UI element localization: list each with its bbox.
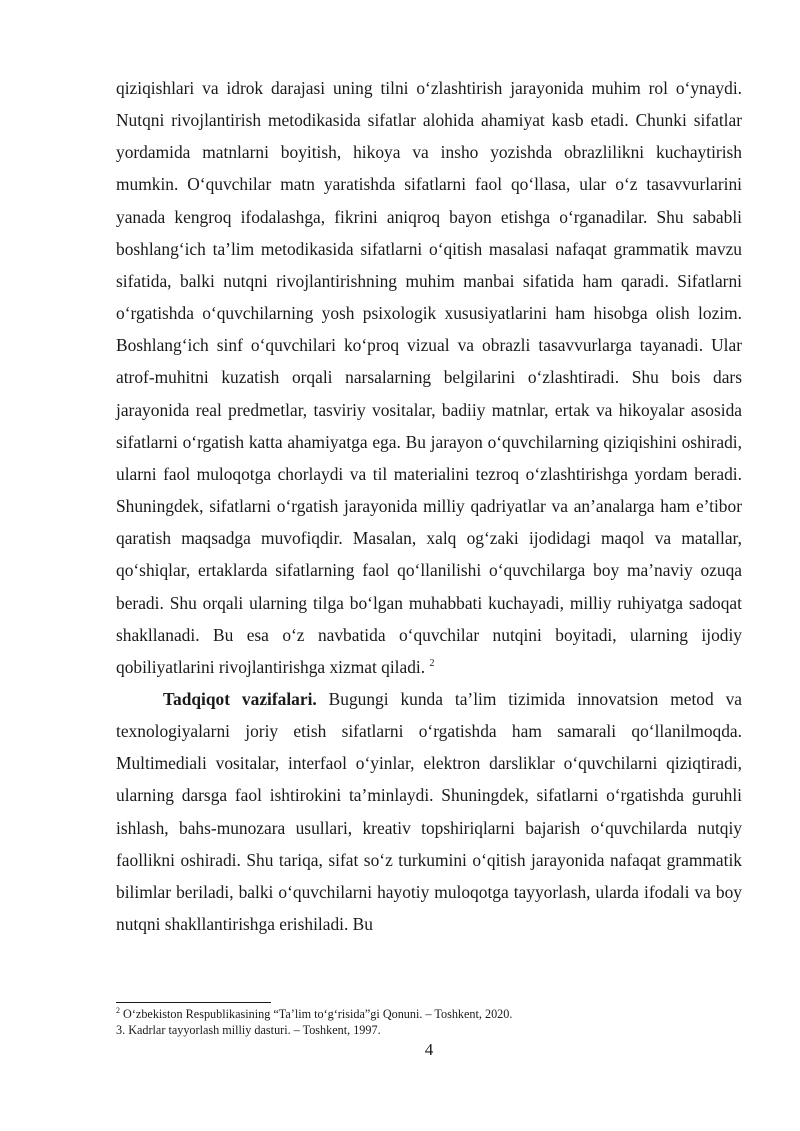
section-heading: Tadqiqot vazifalari.	[163, 688, 317, 709]
paragraph-1-text: qiziqishlari va idrok darajasi uning tilni o‘zlashtirish jarayonida muhim rol o‘ynaydi. Nutqni rivojlantirish metodikasida sifatlar alohida ahamiyat kasb etadi. Chunki sifatlar yordamida matnlarni boyitish, hikoya va insho yozishda obrazlilikni kuchaytirish mumkin. O‘quvchilar matn yaratishda sifatlarni faol qo‘llasa, ular o‘z tasavvurlarini yanada kengroq ifodalashga, fikrini aniqroq bayon etishga o‘rganadilar. Shu sababli boshlang‘ich ta’lim metodikasida sifatlarni o‘qitish masalasi nafaqat grammatik mavzu sifatida, balki nutqni rivojlantirishning muhim manbai sifatida ham qaradi. Sifatlarni o‘rgatishda o‘quvchilarning yosh psixologik xususiyatlarini ham hisobga olish lozim. Boshlang‘ich sinf o‘quvchilari ko‘proq vizual va obrazli tasavvurlarga tayanadi. Ular atrof-muhitni kuzatish orqali narsalarning belgilarini o‘zlashtiradi. Shu bois dars jarayonida real predmetlar, tasviriy vositalar, badiiy matnlar, ertak va hikoyalar asosida sifatlarni o‘rgatish katta ahamiyatga ega. Bu jarayon o‘quvchilarning qiziqishini oshiradi, ularni faol muloqotga chorlaydi va til materialini tezroq o‘zlashtirishga yordam beradi. Shuningdek, sifatlarni o‘rgatish jarayonida milliy qadriyatlar va an’analarga ham e’tibor qaratish maqsadga muvofiqdir. Masalan, xalq og‘zaki ijodidagi maqol va matallar, qo‘shiqlar, ertaklarda sifatlarning faol qo‘llanilishi o‘quvchilarga boy ma’naviy ozuqa beradi. Shu orqali ularning tilga bo‘lgan muhabbati kuchayadi, milliy ruhiyatga sadoqat shakllanadi. Bu esa o‘z navbatida o‘quvchilar nutqini boyitadi, ularning ijodiy qobiliyatlarini rivojlantirishga xizmat qiladi.	[116, 78, 742, 677]
body-text	[116, 72, 742, 940]
footnote-2-text: 3. Kadrlar tayyorlash milliy dasturi. – Toshkent, 1997.	[116, 1023, 381, 1037]
footnote-2	[116, 1022, 742, 1038]
page-number: 4	[424, 1040, 434, 1059]
paragraph-1	[116, 72, 742, 683]
footnotes	[116, 1006, 742, 1038]
footnote-divider	[116, 1002, 271, 1003]
footnote-1	[116, 1006, 742, 1022]
paragraph-2	[116, 683, 742, 940]
footnote-reference: 2	[429, 658, 435, 670]
paragraph-2-text: Bugungi kunda ta’lim tizimida innovatsion metod va texnologiyalarni joriy etish sifatlarni o‘rgatishda ham samarali qo‘llanilmoqda. Multimediali vositalar, interfaol o‘yinlar, elektron darsliklar o‘quvchilarni qiziqtiradi, ularning darsga faol ishtirokini ta’minlaydi. Shuningdek, sifatlarni o‘rgatishda guruhli ishlash, bahs-munozara usullari, kreativ topshiriqlarni bajarish o‘quvchilarda nutqiy faollikni oshiradi. Shu tariqa, sifat so‘z turkumini o‘qitish jarayonida nafaqat grammatik bilimlar beriladi, balki o‘quvchilarni hayotiy muloqotga tayyorlash, ularda ifodali va boy nutqni shakllantirishga erishiladi. Bu	[116, 688, 742, 935]
footnote-1-marker: 2	[116, 1005, 120, 1015]
footnote-1-text: O‘zbekiston Respublikasining “Ta’lim to‘g‘risida”gi Qonuni. – Toshkent, 2020.	[120, 1007, 513, 1021]
